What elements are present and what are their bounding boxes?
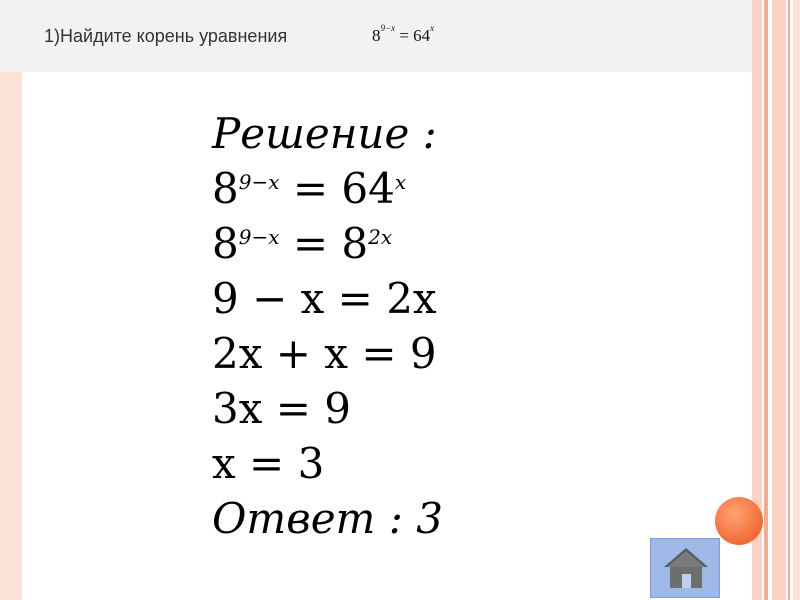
task-title: 1)Найдите корень уравнения — [44, 26, 288, 46]
task-equation: $8^{9-x} = 64^x$ — [372, 23, 435, 45]
solution-step-2: $8^{9-x} = 8^{2x}$ — [212, 219, 393, 268]
solution-step-3: 9 − x = 2x — [212, 274, 437, 323]
orange-circle-decoration — [715, 497, 763, 545]
house-icon — [661, 545, 711, 591]
left-decor-band — [0, 72, 22, 600]
solution-block — [212, 106, 472, 546]
home-button[interactable] — [650, 538, 720, 598]
solution-step-6: x = 3 — [212, 439, 325, 488]
solution-answer: Ответ : 3 — [212, 494, 443, 543]
solution-step-4: 2x + x = 9 — [212, 329, 437, 378]
solution-heading: Решение : — [212, 109, 437, 158]
solution-step-5: 3x = 9 — [212, 384, 352, 433]
solution-step-1: $8^{9-x} = 64^x$ — [212, 164, 407, 213]
